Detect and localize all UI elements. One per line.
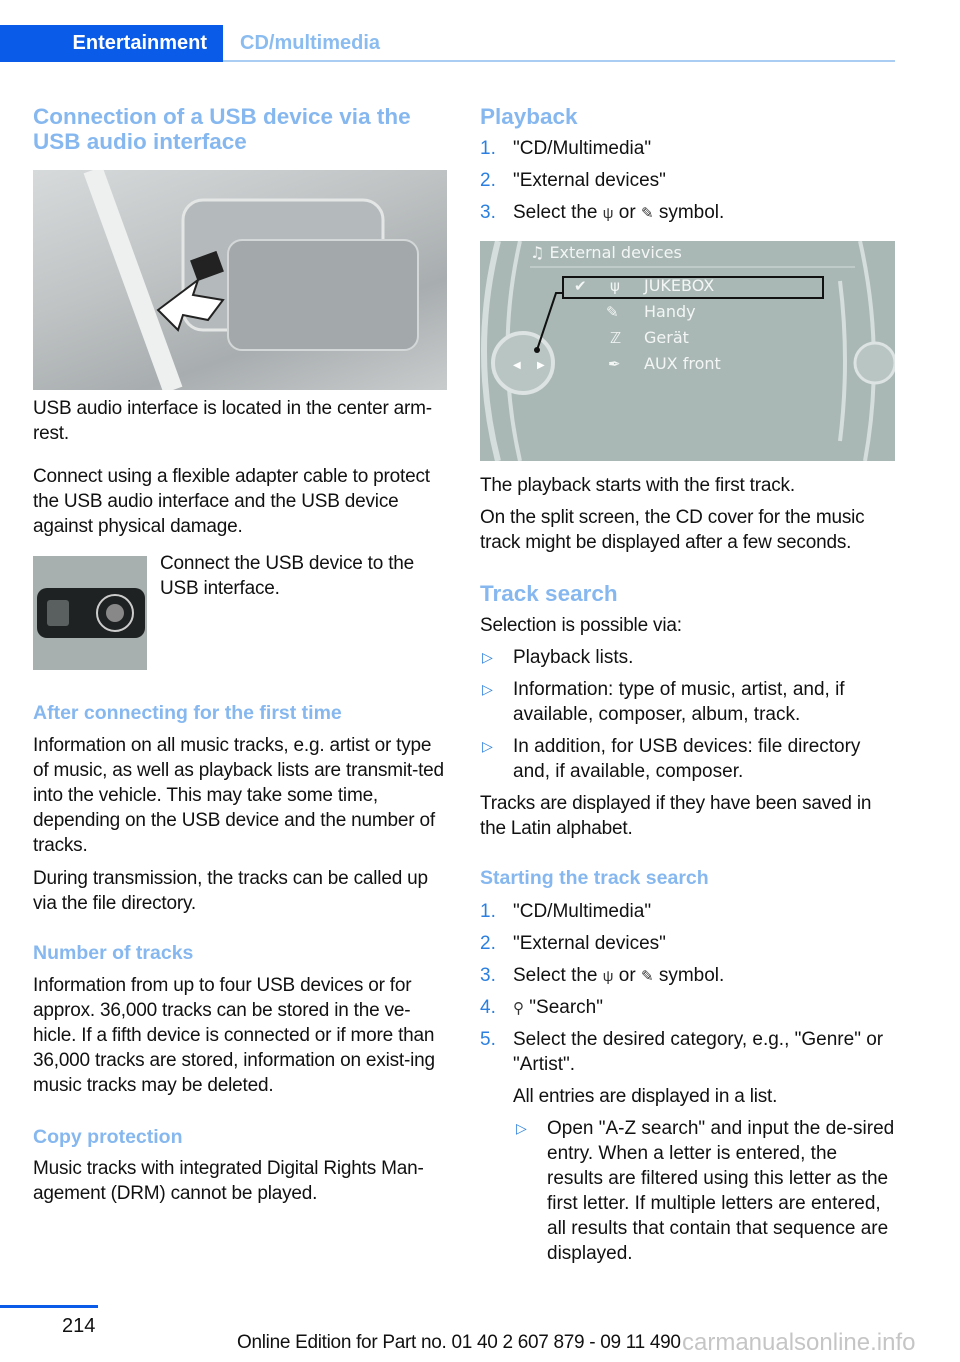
external-devices-screen <box>480 241 895 461</box>
svg-text:▶: ▶ <box>537 360 545 371</box>
search-icon: ⚲ <box>513 1000 524 1017</box>
paragraph-during-transmission: During transmission, the tracks can be called up via the file directory. <box>33 868 428 914</box>
mobile-device-icon: ✎ <box>640 968 654 985</box>
watermark: carmanualsonline.info <box>682 1329 916 1356</box>
paragraph-location: USB audio interface is located in the center arm-rest. <box>33 398 432 444</box>
section-heading-playback: Playback <box>480 104 578 129</box>
paragraph-all-entries: All entries are displayed in a list. <box>513 1086 778 1107</box>
header-divider <box>223 60 895 62</box>
edition-text: Online Edition for Part no. 01 40 2 607 879 - 09 11 490 <box>237 1332 681 1353</box>
aux-plug-icon: ✒ <box>608 355 621 373</box>
svg-text:◀: ◀ <box>513 360 521 371</box>
chapter-tab: Entertainment <box>0 25 223 62</box>
usb-port-illustration <box>33 556 147 670</box>
bullet-triangle-icon: ▷ <box>516 1120 527 1136</box>
paragraph-connect: Connect the USB device to the USB interface. <box>160 553 415 599</box>
page-number: 214 <box>62 1315 96 1337</box>
screen-item-handy[interactable]: Handy <box>644 302 696 321</box>
paragraph-adapter: Connect using a flexible adapter cable to protect the USB audio interface and the USB device against physical damage. <box>33 466 430 537</box>
screen-title: ♫ External devices <box>530 243 682 262</box>
center-armrest-photo <box>33 170 447 390</box>
screen-item-geraet[interactable]: Gerät <box>644 328 689 347</box>
mobile-device-icon: ✎ <box>640 205 654 222</box>
armrest-illustration <box>33 170 447 390</box>
check-icon: ✔ <box>574 277 587 295</box>
screen-frame <box>480 241 895 461</box>
screen-item-aux-front[interactable]: AUX front <box>644 354 721 373</box>
paragraph-transmission: Information on all music tracks, e.g. artist or type of music, as well as playback lists are transmit-ted into the vehicle. This may take some time, depending on the USB device and the number of tracks. <box>33 735 444 856</box>
section-title: CD/multimedia <box>240 32 381 54</box>
footer-divider <box>0 1305 98 1308</box>
subheading-copy-protection: Copy protection <box>33 1126 183 1148</box>
usb-icon: ψ <box>610 277 620 295</box>
subheading-first-time: After connecting for the first time <box>33 702 342 724</box>
paragraph-split-screen: On the split screen, the CD cover for the music track might be displayed after a few seconds. <box>480 507 865 553</box>
bluetooth-icon: ℤ <box>610 329 622 347</box>
section-heading-usb: Connection of a USB device via the USB audio interface <box>33 104 411 154</box>
subheading-starting-search: Starting the track search <box>480 867 709 889</box>
bullet-triangle-icon: ▷ <box>482 649 493 665</box>
usb-port-photo <box>33 556 147 670</box>
paragraph-drm: Music tracks with integrated Digital Rights Man-agement (DRM) cannot be played. <box>33 1158 424 1204</box>
paragraph-selection: Selection is possible via: <box>480 615 682 636</box>
usb-icon: ψ <box>602 205 614 222</box>
section-heading-track-search: Track search <box>480 581 618 606</box>
bullet-triangle-icon: ▷ <box>482 681 493 697</box>
sub-bullet-item: ▷ Open "A-Z search" and input the de-sired entry. When a letter is entered, the results are filtered using this letter as the first letter. If multiple letters are entered, all results that contain that sequence are displayed. <box>516 1118 895 1264</box>
mobile-device-icon: ✎ <box>606 303 619 321</box>
screen-item-jukebox[interactable]: JUKEBOX <box>644 276 715 295</box>
paragraph-number-of-tracks: Information from up to four USB devices or for approx. 36,000 tracks can be stored in the ve-hicle. If a fifth device is connected or if more than 36,000 tracks are stored, information on exist-ing music tracks may be deleted. <box>33 975 435 1096</box>
paragraph-latin: Tracks are displayed if they have been saved in the Latin alphabet. <box>480 793 872 839</box>
bullet-triangle-icon: ▷ <box>482 738 493 754</box>
subheading-number-of-tracks: Number of tracks <box>33 942 194 964</box>
music-device-icon: ♫ <box>530 243 545 262</box>
paragraph-first-track: The playback starts with the first track. <box>480 475 795 496</box>
usb-icon: ψ <box>602 968 614 985</box>
